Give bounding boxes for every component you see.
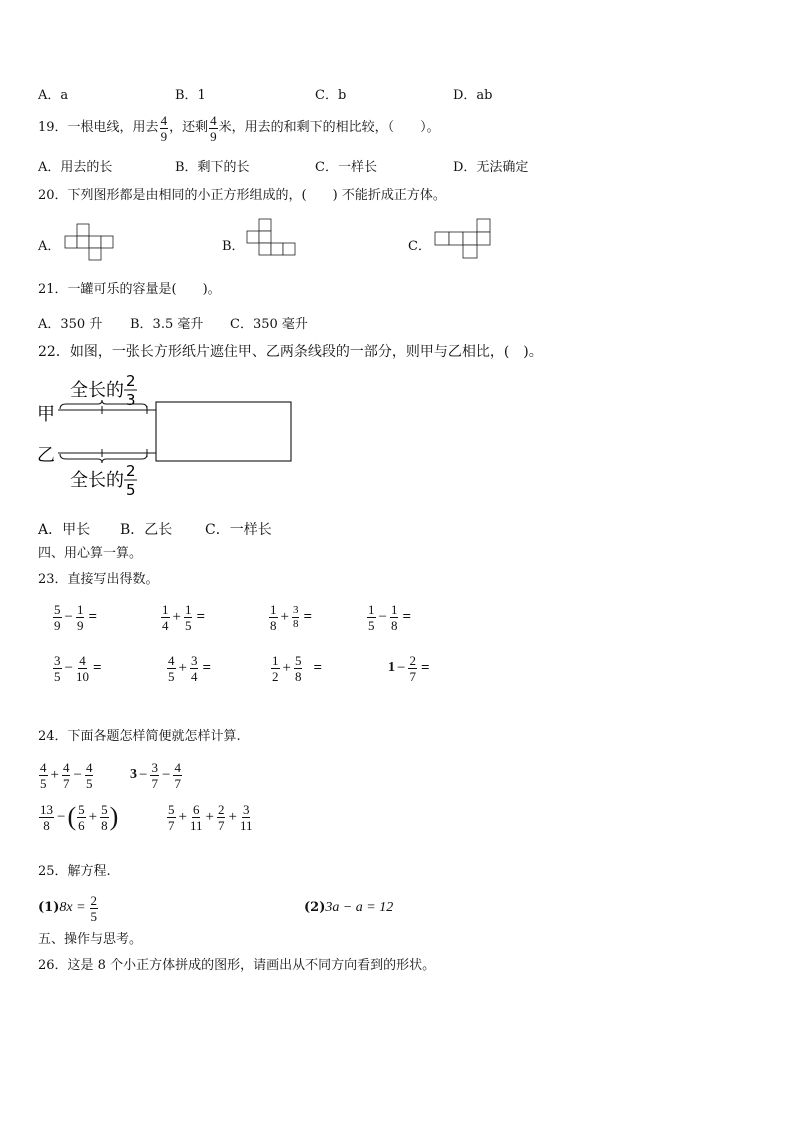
q23-expr-3: $\frac{1}{8}$ + $\frac{3}{8}$ =	[270, 601, 313, 633]
q22-option-c: C．一样长	[205, 522, 272, 538]
q25-equation-2: (2) 3a − a = 12	[304, 900, 394, 915]
q19-text-3: 米，用去的和剩下的相比较，（ ）。	[218, 120, 440, 135]
q19-text-2: ，还剩	[169, 120, 209, 135]
q22-question: 22．如图，一张长方形纸片遮住甲、乙两条线段的一部分，则甲与乙相比，( )。	[38, 344, 543, 360]
q22-yi-label: 乙	[37, 445, 55, 466]
section-5-heading: 五、操作与思考。	[38, 932, 143, 947]
q19-question	[38, 110, 440, 146]
q23-expr-1: $\frac{5}{9}$ − $\frac{1}{9}$ =	[54, 601, 98, 633]
q18-option-a: A．a	[38, 88, 69, 103]
q19-option-d: D．无法确定	[453, 160, 529, 175]
q20-question: 20．下列图形都是由相同的小正方形组成的，( ) 不能折成正方体。	[38, 188, 446, 203]
q20-label-c: C．	[408, 239, 431, 254]
q24-question: 24．下面各题怎样简便就怎样计算.	[38, 729, 241, 744]
q20-net-a	[60, 222, 120, 264]
q24-expr-2: 3 − $\frac{3}{7}$ − $\frac{4}{7}$	[130, 759, 181, 791]
q23-expr-2: $\frac{1}{4}$ + $\frac{1}{5}$ =	[162, 601, 206, 633]
q22-option-a: A．甲长	[38, 522, 91, 538]
q24-expr-4: $\frac{5}{7}$ + $\frac{6}{11}$ + $\frac{2}{7}$ + $\frac{3}{11}$	[168, 801, 253, 833]
q21-option-b: B．3.5 毫升	[130, 317, 204, 332]
section-4-heading: 四、用心算一算。	[38, 546, 143, 561]
q20-label-b: B．	[222, 239, 245, 254]
q23-expr-8: 1 − $\frac{2}{7}$ =	[388, 652, 430, 684]
q19-option-b: B．剩下的长	[175, 160, 250, 175]
q25-equation-1: (1) 8x = $\frac{2}{5}$	[38, 892, 98, 924]
q20-net-c	[430, 216, 496, 266]
q23-expr-7: $\frac{1}{2}$ + $\frac{5}{8}$ =	[272, 652, 323, 684]
q22-top-numerator: 2	[126, 372, 136, 390]
q22-top-denominator: 3	[126, 391, 136, 409]
q25-question: 25．解方程.	[38, 864, 111, 879]
q22-diagram	[34, 364, 304, 498]
q22-top-label: 全长的	[70, 380, 124, 401]
q22-bottom-denominator: 5	[126, 481, 136, 498]
q18-option-b: B．1	[175, 88, 206, 103]
q22-bottom-numerator: 2	[126, 462, 136, 480]
q18-option-c: C．b	[315, 88, 347, 103]
q19-fraction-left: $\frac{4}{9}$	[210, 112, 217, 144]
q18-option-d: D．ab	[453, 88, 493, 103]
q23-expr-5: $\frac{3}{5}$ − $\frac{4}{10}$ =	[54, 652, 102, 684]
q19-text-1: 一根电线，用去	[67, 120, 159, 135]
q23-expr-6: $\frac{4}{5}$ + $\frac{3}{4}$ =	[168, 652, 212, 684]
q22-rectangle	[156, 402, 291, 461]
q19-option-c: C．一样长	[315, 160, 377, 175]
q21-option-c: C．350 毫升	[230, 317, 308, 332]
q23-expr-4: $\frac{1}{5}$ − $\frac{1}{8}$ =	[368, 601, 412, 633]
q20-label-a: A．	[38, 239, 61, 254]
q24-expr-3: $\frac{13}{8}$ − ( $\frac{5}{6}$ + $\frac{5}{8}$ )	[40, 801, 119, 833]
q21-option-a: A．350 升	[38, 317, 103, 332]
q21-question: 21．一罐可乐的容量是( )。	[38, 282, 221, 297]
q19-number: 19．	[38, 120, 68, 135]
q26-question: 26．这是 8 个小正方体拼成的图形，请画出从不同方向看到的形状。	[38, 958, 436, 973]
q22-option-b: B．乙长	[120, 522, 173, 538]
q23-question: 23．直接写出得数。	[38, 572, 159, 587]
q19-option-a: A．用去的长	[38, 160, 113, 175]
q19-fraction-used: $\frac{4}{9}$	[160, 112, 168, 144]
q22-bottom-label: 全长的	[70, 470, 124, 491]
q20-net-b	[245, 216, 305, 262]
q22-jia-label: 甲	[37, 404, 55, 425]
q24-expr-1: $\frac{4}{5}$ + $\frac{4}{7}$ − $\frac{4}{5}$	[40, 759, 93, 791]
